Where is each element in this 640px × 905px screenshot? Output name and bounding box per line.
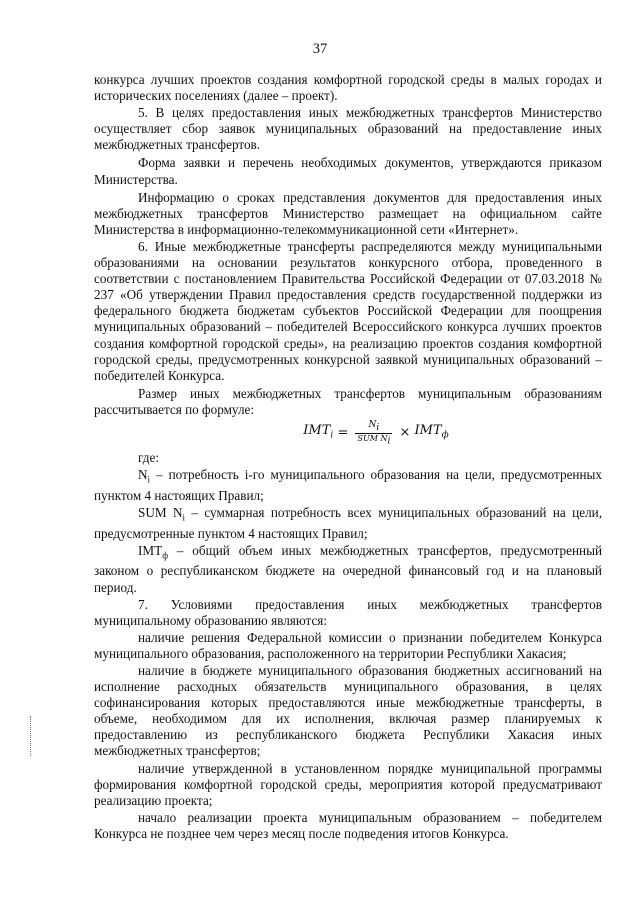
formula-rhs: $IMT_ф$ (414, 422, 449, 441)
condition-budget-allocations: наличие в бюджете муниципального образования бюджетных ассигнований на исполнение расходных обязательств муниципального образования, в целях софинансирования которых предоставляются иные межбюджетные трансферты, в объеме, необходимом для их исполнения, включая размер планируемых к предоставлению из республиканского бюджета Республики Хакасия иных межбюджетных трансфертов; (94, 663, 602, 759)
definition-sum-ni: SUM $N_i$ – суммарная потребность всех муниципальных образований на цели, предусмотренные пунктом 4 настоящих Правил; (94, 504, 603, 541)
paragraph-application-form: Форма заявки и перечень необходимых документов, утверждаются приказом Министерства. (94, 155, 602, 187)
paragraph-6: 6. Иные межбюджетные трансферты распределяются между муниципальными образованиями на основании результатов конкурсного отбора, проведенного в соответствии с постановлением Правительства Российской Федерации от 07.03.2018 № 237 «Об утверждении Правил предоставления средств государственной поддержки из федерального бюджета бюджетам субъектов Российской Федерации для поощрения муниципальных образований – победителей Всероссийского конкурса лучших проектов создания комфортной городской среды», на реализацию проектов создания комфортной городской среды, предусмотренных конкурсной заявкой муниципальных образований – победителей Конкурса. (94, 238, 602, 383)
paragraph-5: 5. В целях предоставления иных межбюджетных трансфертов Министерство осуществляет сбор заявок муниципальных образований на предоставление иных межбюджетных трансфертов. (94, 105, 602, 153)
formula-numerator: $N_i$ (355, 420, 392, 434)
condition-project-start: начало реализации проекта муниципальным образованием – победителем Конкурса не позднее чем через месяц после подведения итогов Конкурса. (94, 809, 602, 841)
paragraph-7: 7. Условиями предоставления иных межбюджетных трансфертов муниципальному образованию являются: (94, 596, 602, 628)
formula-fraction (355, 420, 392, 446)
definition-ni: $N_i$ – потребность i-го муниципального образования на цели, предусмотренных пунктом 4 настоящих Правил; (94, 467, 602, 503)
formula-denominator: SUM $N_i$ (357, 433, 391, 447)
where-label: где: (138, 449, 159, 465)
formula-lhs: $IMT_i$ (303, 422, 334, 441)
paragraph-deadlines-info: Информацию о сроках представления документов для предоставления иных межбюджетных трансфертов Министерство размещает на официальном сайте Министерства в информационно-телекоммуникационной сети «Интернет». (94, 189, 602, 237)
page-number: 37 (312, 41, 328, 57)
paragraph-formula-intro: Размер иных межбюджетных трансфертов муниципальным образованиям рассчитывается по формуле: (94, 385, 602, 417)
formula-equals: = (337, 425, 349, 441)
formula (150, 420, 602, 446)
formula-times: × (399, 425, 411, 441)
margin-mark (30, 716, 32, 756)
condition-municipal-program: наличие утвержденной в установленном порядке муниципальной программы формирования комфортной городской среды, мероприятия которой предусматривают реализацию проекта; (94, 760, 602, 808)
condition-federal-commission: наличие решения Федеральной комиссии о признании победителем Конкурса муниципального образования, расположенного на территории Республики Хакасия; (94, 629, 602, 661)
definition-imt-f: $IMT_ф$ – общий объем иных межбюджетных трансфертов, предусмотренный законом о республиканском бюджете на очередной финансовый год и на плановый период. (94, 542, 602, 595)
document-body (94, 72, 602, 843)
paragraph-intro: конкурса лучших проектов создания комфортной городской среды в малых городах и исторических поселениях (далее – проект). (94, 72, 602, 104)
